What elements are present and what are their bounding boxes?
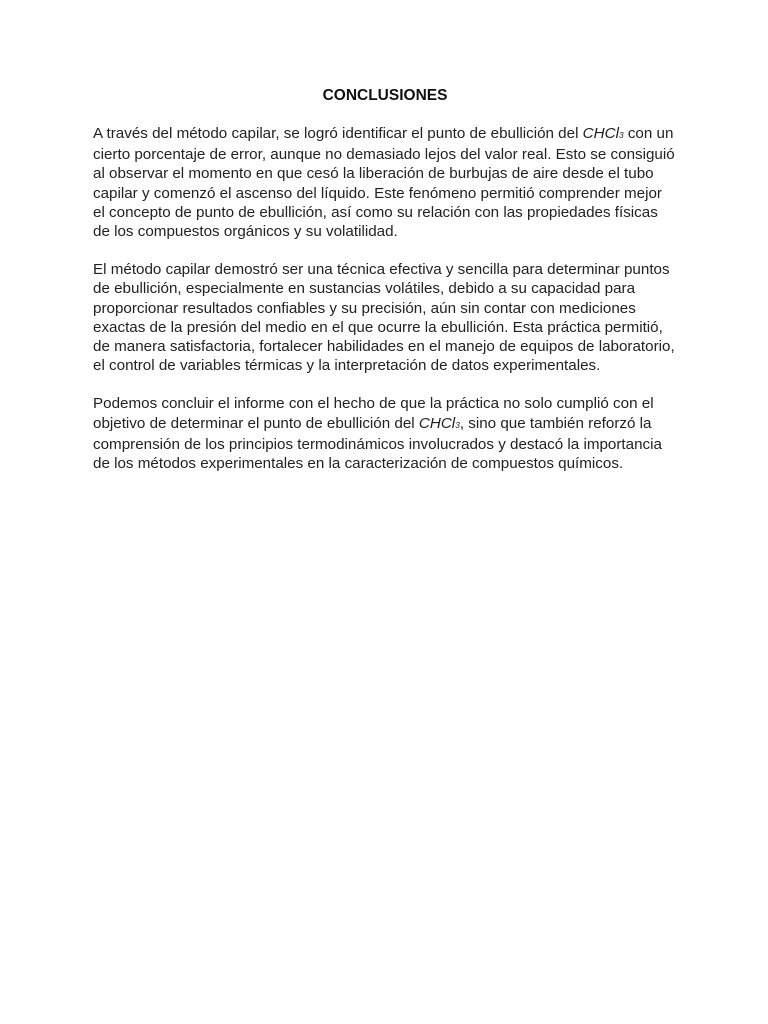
- formula-subscript: 3: [618, 130, 624, 141]
- formula-subscript: 3: [455, 420, 460, 431]
- formula-base: CHCl: [582, 125, 619, 142]
- paragraph-3-text-end: , sino que también reforzó la comprensión de los principios termodinámicos involucrados y destacó la importancia de los métodos experimentales en la caracterización de compuestos químicos.: [93, 414, 662, 473]
- document-body: [93, 86, 677, 492]
- chemical-formula-chcl3: [583, 125, 624, 142]
- page-title: CONCLUSIONES: [322, 87, 448, 104]
- paragraph-1: [93, 124, 677, 241]
- formula-base: CHCl: [418, 414, 456, 432]
- paragraph-1-text-start: A través del método capilar, se logró identificar el punto de ebullición del: [93, 125, 583, 142]
- paragraph-3-text-start: Podemos concluir el informe con el hecho de que la práctica no solo cumplió con el objetivo de determinar el punto de ebullición del: [93, 395, 654, 432]
- chemical-formula-chcl3: [419, 415, 460, 432]
- paragraph-3: [93, 394, 677, 473]
- paragraph-1-text-end: con un cierto porcentaje de error, aunque no demasiado lejos del valor real. Esto se consiguió al observar el momento en que cesó la liberación de burbujas de aire desde el tubo capilar y comenzó el ascenso del líquido. Este fenómeno permitió comprender mejor el concepto de punto de ebullición, así como su relación con las propiedades físicas de los compuestos orgánicos y su volatilidad.: [93, 125, 675, 241]
- paragraph-2: El método capilar demostró ser una técnica efectiva y sencilla para determinar puntos de ebullición, especialmente en sustancias volátiles, debido a su capacidad para proporcionar resultados confiables y su precisión, aún sin contar con mediciones exactas de la presión del medio en el que ocurre la ebullición. Esta práctica permitió, de manera satisfactoria, fortalecer habilidades en el manejo de equipos de laboratorio, el control de variables térmicas y la interpretación de datos experimentales.: [93, 261, 675, 375]
